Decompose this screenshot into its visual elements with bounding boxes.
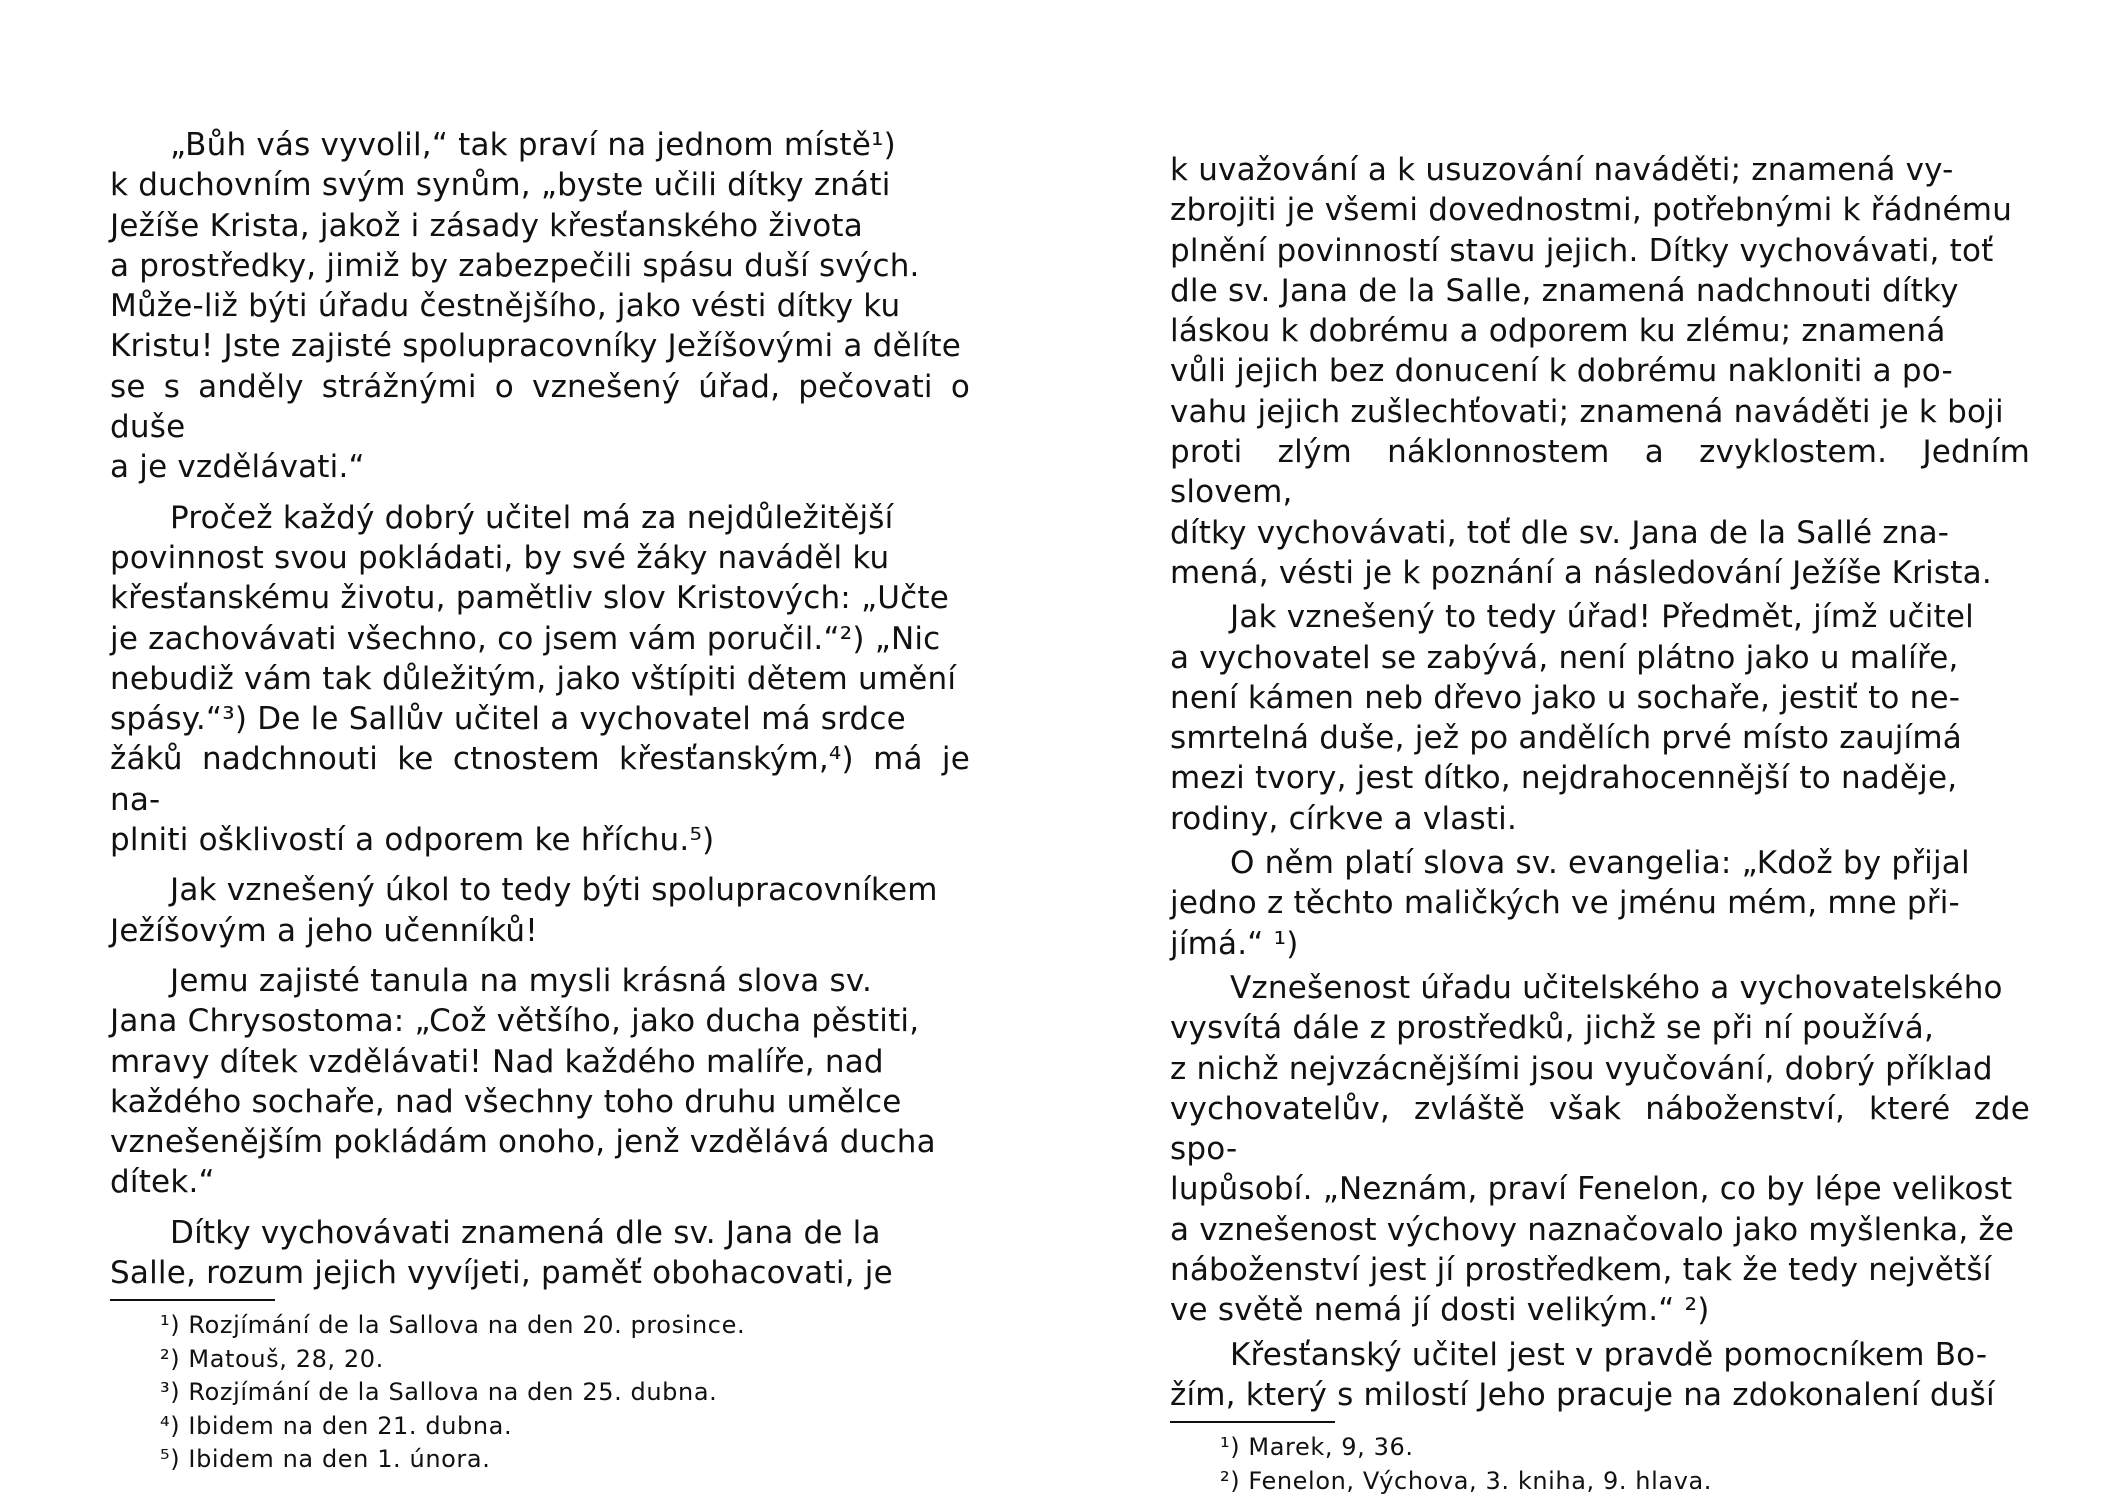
footnote-divider	[110, 1299, 275, 1301]
right-footnote-1: ¹) Marek, 9, 36.	[1220, 1433, 1414, 1462]
left-footnote-2: ²) Matouš, 28, 20.	[160, 1344, 384, 1373]
left-paragraph-1: „Bůh vás vyvolil,“ tak praví na jednom místě¹) k duchovním svým synům, „byste učili dítky znáti Ježíše Krista, jakož i zásady křesťanského života a prostředky, jimiž by zabezpečili spásu duší svých. Může-liž býti úřadu čestnějšího, jako vésti dítky ku Kristu! Jste zajisté spolupracovníky Ježíšovými a dělíte se s anděly strážnými o vznešený úřad, pečovati o duše a je vzdělávati.“	[110, 127, 970, 486]
left-footnote-5: ⁵) Ibidem na den 1. února.	[160, 1445, 491, 1474]
left-footnote-4: ⁴) Ibidem na den 21. dubna.	[160, 1411, 513, 1440]
left-footnote-3: ³) Rozjímání de la Sallova na den 25. dubna.	[160, 1378, 718, 1407]
right-paragraph-5: Křesťanský učitel jest v pravdě pomocníkem Bo- žím, který s milostí Jeho pracuje na zdokonalení duší	[1170, 1336, 1995, 1413]
left-paragraph-5: Dítky vychovávati znamená dle sv. Jana de la Salle, rozum jejich vyvíjeti, paměť obohacovati, je	[110, 1214, 893, 1292]
left-paragraph-4: Jemu zajisté tanula na mysli krásná slova sv. Jana Chrysostoma: „Což většího, jako ducha pěstiti, mravy dítek vzdělávati! Nad každého malíře, nad každého sochaře, nad všechny toho druhu umělce vznešenějším pokládám onoho, jenž vzdělává ducha dítek.“	[110, 962, 936, 1201]
right-paragraph-2: Jak vznešený to tedy úřad! Předmět, jímž učitel a vychovatel se zabývá, není plátno jako u malíře, není kámen neb dřevo jako u sochaře, jestiť to ne- smrtelná duše, jež po andělích prvé místo zaujímá mezi tvory, jest dítko, nejdrahocennější to naděje, rodiny, církve a vlasti.	[1170, 599, 1974, 837]
left-paragraph-2: Pročež každý dobrý učitel má za nejdůležitější povinnost svou pokládati, by své žáky naváděl ku křesťanskému životu, pamětliv slov Kristových: „Učte je zachovávati všechno, co jsem vám poručil.“²) „Nic nebudiž vám tak důležitým, jako vštípiti dětem umění spásy.“³) De le Sallův učitel a vychovatel má srdce žáků nadchnouti ke ctnostem křesťanským,⁴) má je na- plniti ošklivostí a odporem ke hříchu.⁵)	[110, 499, 970, 859]
left-paragraph-3: Jak vznešený úkol to tedy býti spolupracovníkem Ježíšovým a jeho učenníků!	[110, 872, 938, 949]
right-paragraph-3: O něm platí slova sv. evangelia: „Kdož by přijal jedno z těchto maličkých ve jménu mém, mne při- jímá.“ ¹)	[1170, 845, 1970, 962]
right-page	[1170, 150, 2030, 1498]
right-paragraph-4: Vznešenost úřadu učitelského a vychovatelského vysvítá dále z prostředků, jichž se při ní používá, z nichž nejvzácnějšími jsou vyučování, dobrý příklad vychovatelův, zvláště však náboženství, které zde spo- lupůsobí. „Neznám, praví Fenelon, co by lépe velikost a vznešenost výchovy naznačovalo jako myšlenka, že náboženství jest jí prostředkem, tak že tedy největší ve světě nemá jí dosti velikým.“ ²)	[1170, 969, 2030, 1329]
footnote-divider	[1170, 1421, 1335, 1423]
right-paragraph-1: k uvažování a k usuzování naváděti; znamená vy- zbrojiti je všemi dovednostmi, potřebnými k řádnému plnění povinností stavu jejich. Dítky vychovávati, toť dle sv. Jana de la Salle, znamená nadchnouti dítky láskou k dobrému a odporem ku zlému; znamená vůli jejich bez donucení k dobrému nakloniti a po- vahu jejich zušlechťovati; znamená naváděti je k boji proti zlým náklonnostem a zvyklostem. Jedním slovem, dítky vychovávati, toť dle sv. Jana de la Sallé zna- mená, vésti je k poznání a následování Ježíše Krista.	[1170, 152, 2030, 591]
left-footnote-1: ¹) Rozjímání de la Sallova na den 20. prosince.	[160, 1311, 746, 1340]
right-footnote-2: ²) Fenelon, Výchova, 3. kniha, 9. hlava.	[1220, 1466, 1713, 1495]
left-page	[110, 125, 970, 1477]
